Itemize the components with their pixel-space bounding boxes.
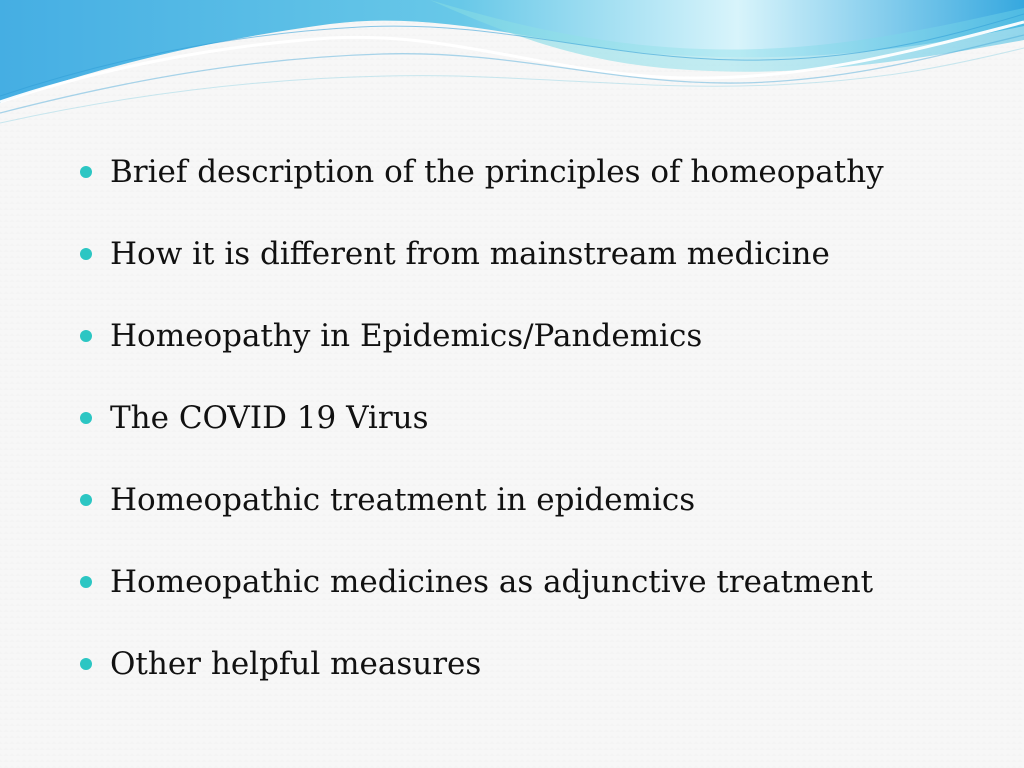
bullet-icon bbox=[80, 412, 92, 424]
agenda-item-text: Homeopathy in Epidemics/Pandemics bbox=[110, 318, 703, 354]
decorative-wave-header bbox=[0, 0, 1024, 140]
agenda-item-helpful-measures bbox=[80, 642, 960, 724]
bullet-icon bbox=[80, 576, 92, 588]
bullet-icon bbox=[80, 166, 92, 178]
agenda-item-differences bbox=[80, 232, 960, 314]
agenda-item-epidemics-pandemics bbox=[80, 314, 960, 396]
bullet-icon bbox=[80, 494, 92, 506]
agenda-item-adjunctive-treatment bbox=[80, 560, 960, 642]
agenda-item-text: How it is different from mainstream medicine bbox=[110, 236, 830, 272]
bullet-icon bbox=[80, 330, 92, 342]
agenda-item-covid-virus bbox=[80, 396, 960, 478]
bullet-icon bbox=[80, 658, 92, 670]
agenda-item-epidemic-treatment bbox=[80, 478, 960, 560]
agenda-item-text: Brief description of the principles of homeopathy bbox=[110, 154, 884, 190]
bullet-icon bbox=[80, 248, 92, 260]
agenda-item-text: The COVID 19 Virus bbox=[110, 400, 429, 436]
agenda-item-text: Homeopathic medicines as adjunctive treatment bbox=[110, 564, 874, 600]
agenda-item-principles bbox=[80, 150, 960, 232]
agenda-item-text: Homeopathic treatment in epidemics bbox=[110, 482, 696, 518]
agenda-item-text: Other helpful measures bbox=[110, 646, 482, 682]
agenda-bullet-list bbox=[80, 150, 960, 724]
